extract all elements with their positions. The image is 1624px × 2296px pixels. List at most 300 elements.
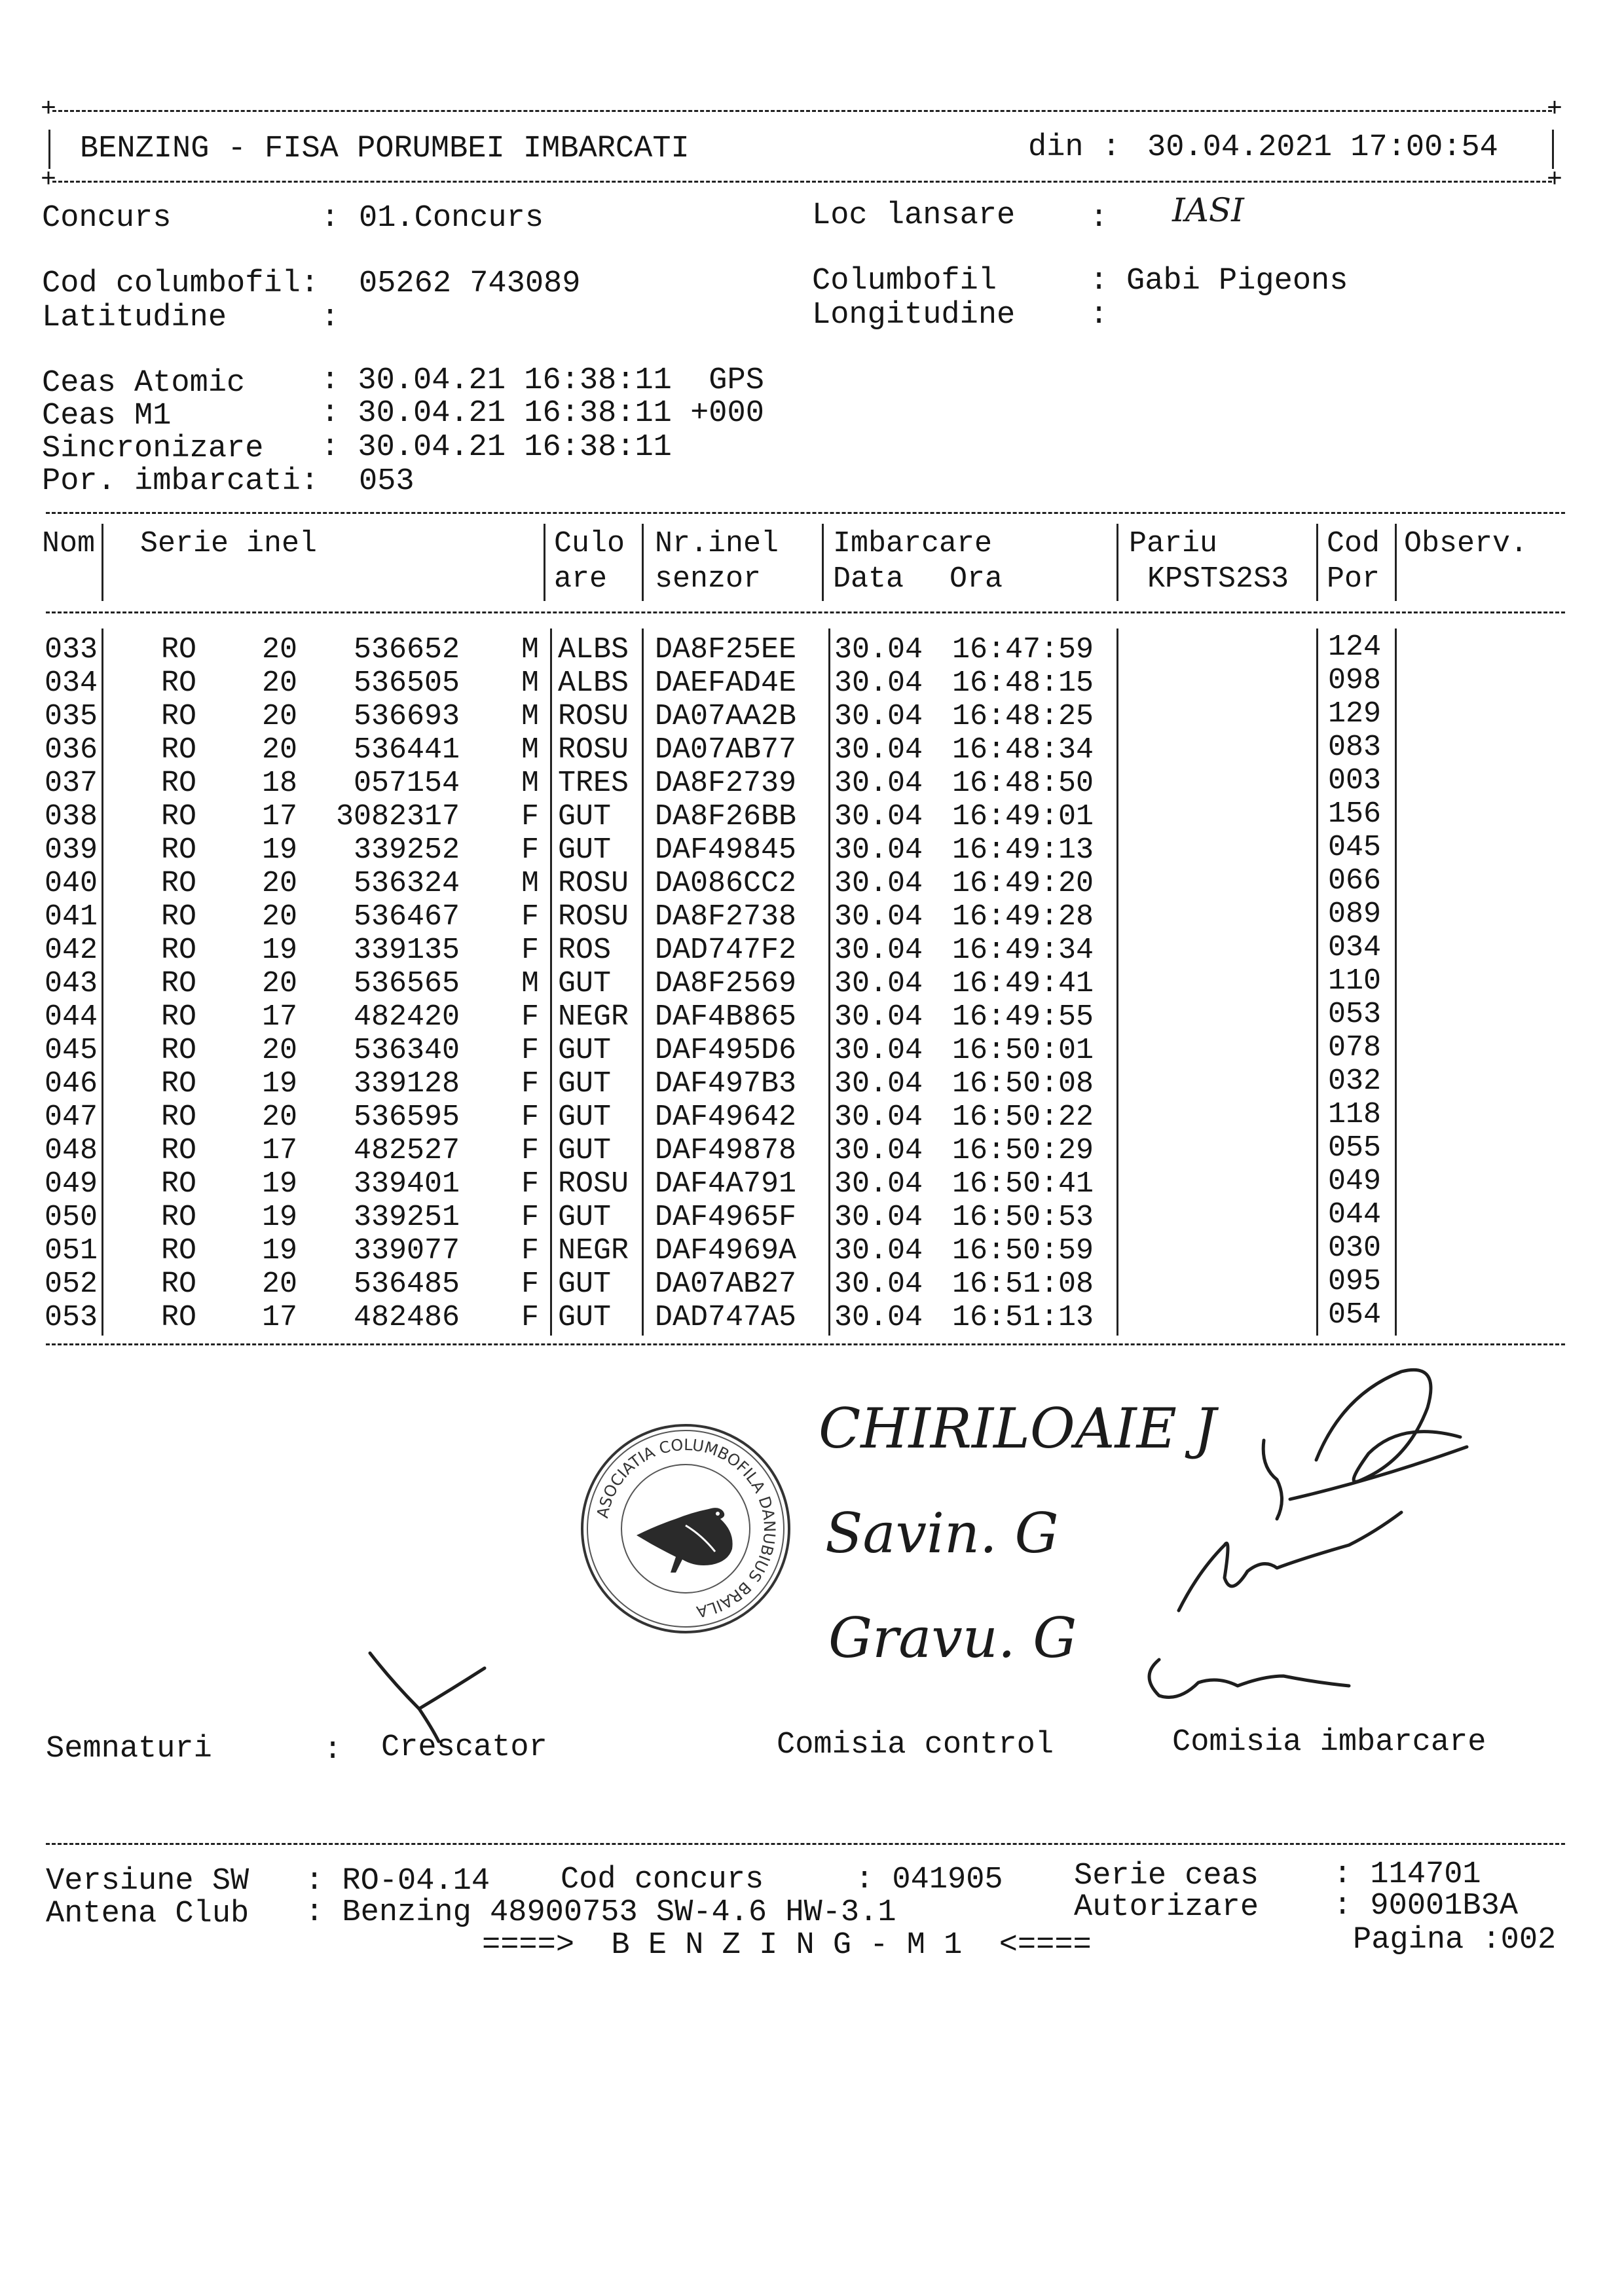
cell-data: 30.04 [834,867,923,900]
autorizare-label: Autorizare [1074,1890,1259,1925]
cell-ora: 16:50:01 [952,1034,1094,1067]
por-imbarcati-label: Por. imbarcati: [42,464,320,499]
cell-sex: F [521,1234,540,1267]
cell-data: 30.04 [834,1201,923,1234]
cell-ora: 16:49:55 [952,1000,1094,1034]
table-row [0,864,1624,902]
footer-rule [46,1843,1565,1845]
club-stamp [578,1421,794,1637]
cell-data: 30.04 [834,967,923,1000]
cell-data: 30.04 [834,633,923,666]
sincronizare-label: Sincronizare [42,431,264,466]
cell-cod: 032 [1328,1065,1382,1098]
cell-an: 20 [262,666,298,700]
cell-ora: 16:50:41 [952,1167,1094,1201]
cell-tara: RO [161,1134,197,1167]
col-sep [1316,524,1318,601]
cod-columbofil-label: Cod columbofil: [42,266,320,301]
table-bottom-rule [46,1343,1565,1345]
cell-nom: 045 [45,1034,98,1067]
cell-cod: 129 [1328,697,1382,731]
cell-sex: M [521,767,540,800]
cell-data: 30.04 [834,1101,923,1134]
cell-senzor: DAEFAD4E [655,666,797,700]
cell-ora: 16:51:08 [952,1267,1094,1301]
cell-ora: 16:48:15 [952,666,1094,700]
cell-sex: F [521,1134,540,1167]
cell-nom: 038 [45,800,98,833]
table-top-rule [46,512,1565,514]
versiune-sw-label: Versiune SW [46,1864,249,1899]
cell-an: 17 [262,1301,298,1334]
cell-sex: F [521,1301,540,1334]
col-sep [1395,524,1397,601]
header-culoare-2: are [554,562,608,596]
header-right-bar [1552,130,1554,169]
table-row [0,764,1624,801]
comisia-imbarcare-label: Comisia imbarcare [1172,1725,1486,1760]
cell-nr: 339128 [353,1067,460,1101]
cell-culoare: ROSU [558,867,629,900]
table-row [0,1065,1624,1102]
cell-nr: 536467 [353,900,460,934]
stamp-icon [578,1421,794,1637]
cell-culoare: GUT [558,1201,612,1234]
cell-ora: 16:49:34 [952,934,1094,967]
cell-sex: F [521,1167,540,1201]
cell-nom: 051 [45,1234,98,1267]
ceas-m1-label: Ceas M1 [42,399,172,433]
cell-senzor: DAF4B865 [655,1000,797,1034]
cell-senzor: DA07AB77 [655,733,797,767]
cell-tara: RO [161,666,197,700]
ceas-m1-value: : 30.04.21 16:38:11 +000 [321,396,764,431]
table-row [0,898,1624,935]
header-data: Data [833,562,904,596]
cell-sex: M [521,733,540,767]
cell-cod: 118 [1328,1098,1382,1131]
corner-mark: + [1547,95,1563,124]
benzing-banner: ====> B E N Z I N G - M 1 <==== [482,1928,1092,1963]
cell-senzor: DAF495D6 [655,1034,797,1067]
cell-sex: F [521,1034,540,1067]
commission-signature-stroke [1149,1660,1349,1698]
cell-cod: 049 [1328,1165,1382,1198]
cell-ora: 16:49:01 [952,800,1094,833]
cell-nom: 052 [45,1267,98,1301]
cell-nom: 046 [45,1067,98,1101]
cell-an: 20 [262,700,298,733]
cell-nr: 339077 [353,1234,460,1267]
cell-ora: 16:50:22 [952,1101,1094,1134]
semnaturi-label: Semnaturi [46,1732,212,1766]
longitudine-label: Longitudine [812,298,1016,333]
header-culoare-1: Culo [554,527,625,560]
header-kpsts2s3: KPSTS2S3 [1147,562,1289,596]
cell-sex: F [521,1000,540,1034]
cell-culoare: ROSU [558,900,629,934]
cell-an: 19 [262,1234,298,1267]
cell-data: 30.04 [834,1267,923,1301]
cell-nom: 036 [45,733,98,767]
cell-data: 30.04 [834,934,923,967]
cell-culoare: ROSU [558,700,629,733]
cell-nr: 536505 [353,666,460,700]
latitudine-label: Latitudine [42,301,227,335]
cell-sex: F [521,1201,540,1234]
cell-cod: 053 [1328,998,1382,1031]
cell-sex: M [521,700,540,733]
commission-signature-stroke [1179,1512,1401,1611]
cell-nom: 042 [45,934,98,967]
cell-nr: 536595 [353,1101,460,1134]
cell-tara: RO [161,1234,197,1267]
cell-culoare: GUT [558,1034,612,1067]
cell-nom: 043 [45,967,98,1000]
cell-cod: 034 [1328,931,1382,964]
cell-tara: RO [161,800,197,833]
cell-nr: 536693 [353,700,460,733]
cell-nr: 339135 [353,934,460,967]
cell-an: 20 [262,1267,298,1301]
handwritten-name-1: CHIRILOAIE J [819,1396,1217,1461]
concurs-value: 01.Concurs [359,201,544,236]
loc-lansare-sep: : [1090,201,1109,236]
cell-data: 30.04 [834,1000,923,1034]
concurs-sep: : [321,201,340,236]
cell-culoare: NEGR [558,1000,629,1034]
table-row [0,831,1624,868]
cell-an: 19 [262,1067,298,1101]
cell-an: 20 [262,733,298,767]
cell-an: 19 [262,833,298,867]
cell-nr: 339251 [353,1201,460,1234]
cell-sex: M [521,633,540,666]
header-nr-inel-2: senzor [655,562,762,596]
cell-nr: 339401 [353,1167,460,1201]
columbofil-sep: : [1090,264,1109,299]
cell-senzor: DA086CC2 [655,867,797,900]
cell-cod: 044 [1328,1198,1382,1231]
cell-culoare: GUT [558,1134,612,1167]
header-serie-inel: Serie inel [140,527,318,560]
ceas-atomic-label: Ceas Atomic [42,366,246,401]
cell-cod: 055 [1328,1131,1382,1165]
cell-senzor: DA8F25EE [655,633,797,666]
cell-nom: 035 [45,700,98,733]
header-top-rule [52,110,1552,112]
por-imbarcati-value: 053 [359,464,415,499]
corner-mark: + [1547,166,1563,195]
table-row [0,630,1624,668]
header-nr-inel-1: Nr.inel [655,527,779,560]
cell-culoare: GUT [558,1101,612,1134]
cell-ora: 16:49:41 [952,967,1094,1000]
cell-culoare: ALBS [558,633,629,666]
cell-nr: 3082317 [335,800,460,833]
header-left-bar [48,130,50,169]
cell-nom: 037 [45,767,98,800]
cell-cod: 083 [1328,731,1382,764]
cell-an: 20 [262,967,298,1000]
col-sep [544,524,545,601]
cell-ora: 16:48:34 [952,733,1094,767]
cell-senzor: DA8F2738 [655,900,797,934]
page-title: BENZING - FISA PORUMBEI IMBARCATI [80,132,690,166]
cell-data: 30.04 [834,1234,923,1267]
cell-data: 30.04 [834,733,923,767]
cell-nr: 339252 [353,833,460,867]
cell-tara: RO [161,767,197,800]
cell-an: 17 [262,1000,298,1034]
commission-signature-stroke [1290,1447,1467,1499]
cell-nr: 536652 [353,633,460,666]
cell-nr: 536441 [353,733,460,767]
cell-senzor: DAF4969A [655,1234,797,1267]
table-row [0,797,1624,835]
breeder-signature-stroke [419,1668,485,1709]
cell-nom: 040 [45,867,98,900]
cell-ora: 16:49:28 [952,900,1094,934]
cell-data: 30.04 [834,1067,923,1101]
concurs-label: Concurs [42,201,172,236]
cell-an: 20 [262,867,298,900]
cell-culoare: ROSU [558,1167,629,1201]
cell-tara: RO [161,967,197,1000]
header-ora: Ora [950,562,1003,596]
cell-sex: F [521,900,540,934]
cell-tara: RO [161,1101,197,1134]
header-bottom-rule [52,181,1552,183]
cell-cod: 098 [1328,664,1382,697]
cell-nr: 057154 [353,767,460,800]
cell-data: 30.04 [834,666,923,700]
cod-concurs-label: Cod concurs [561,1863,764,1897]
cell-data: 30.04 [834,1301,923,1334]
cell-sex: M [521,967,540,1000]
date-value: 30.04.2021 17:00:54 [1147,130,1498,165]
table-row [0,697,1624,735]
cell-tara: RO [161,700,197,733]
cell-senzor: DA07AA2B [655,700,797,733]
cell-nom: 049 [45,1167,98,1201]
antena-club-label: Antena Club [46,1897,249,1931]
cell-sex: F [521,800,540,833]
cell-tara: RO [161,733,197,767]
col-sep [822,524,824,601]
cell-nr: 536340 [353,1034,460,1067]
cell-ora: 16:49:20 [952,867,1094,900]
cell-an: 17 [262,800,298,833]
cell-data: 30.04 [834,1034,923,1067]
cell-cod: 054 [1328,1298,1382,1332]
cell-senzor: DA07AB27 [655,1267,797,1301]
cell-ora: 16:49:13 [952,833,1094,867]
cell-an: 20 [262,633,298,666]
cell-tara: RO [161,633,197,666]
cell-senzor: DAF49642 [655,1101,797,1134]
autorizare-value: : 90001B3A [1333,1889,1519,1923]
serie-ceas-value: : 114701 [1333,1857,1481,1892]
cell-cod: 095 [1328,1265,1382,1298]
col-sep [1116,524,1118,601]
page-number: Pagina :002 [1353,1923,1557,1958]
cell-nom: 041 [45,900,98,934]
cell-culoare: GUT [558,1267,612,1301]
cell-ora: 16:48:50 [952,767,1094,800]
table-row [0,664,1624,701]
cell-cod: 110 [1328,964,1382,998]
cell-nr: 536324 [353,867,460,900]
cell-ora: 16:47:59 [952,633,1094,666]
cell-cod: 045 [1328,831,1382,864]
breeder-signature-stroke [370,1653,439,1741]
table-row [0,1165,1624,1202]
cell-ora: 16:50:08 [952,1067,1094,1101]
table-row [0,1131,1624,1169]
cell-senzor: DA8F2569 [655,967,797,1000]
table-row [0,998,1624,1035]
cell-nom: 053 [45,1301,98,1334]
cell-culoare: TRES [558,767,629,800]
table-row [0,1198,1624,1235]
cod-columbofil-value: 05262 743089 [359,266,581,301]
cell-sex: M [521,867,540,900]
cell-ora: 16:51:13 [952,1301,1094,1334]
cell-nr: 482420 [353,1000,460,1034]
cell-data: 30.04 [834,700,923,733]
cell-nr: 482486 [353,1301,460,1334]
cell-senzor: DAF4965F [655,1201,797,1234]
cell-nom: 050 [45,1201,98,1234]
cell-culoare: GUT [558,800,612,833]
cell-senzor: DA8F26BB [655,800,797,833]
table-row [0,1231,1624,1269]
loc-lansare-value: IASI [1172,191,1244,229]
cell-nom: 048 [45,1134,98,1167]
longitudine-sep: : [1090,298,1109,333]
cell-cod: 030 [1328,1231,1382,1265]
cell-culoare: ROS [558,934,612,967]
cell-tara: RO [161,1267,197,1301]
cell-nr: 536485 [353,1267,460,1301]
cell-tara: RO [161,833,197,867]
cell-culoare: NEGR [558,1234,629,1267]
serie-ceas-label: Serie ceas [1074,1859,1259,1893]
columbofil-label: Columbofil [812,264,997,299]
cell-data: 30.04 [834,1134,923,1167]
ceas-atomic-value: : 30.04.21 16:38:11 GPS [321,363,764,398]
cell-nom: 044 [45,1000,98,1034]
cell-an: 20 [262,900,298,934]
cell-tara: RO [161,1034,197,1067]
cell-tara: RO [161,934,197,967]
header-observ: Observ. [1404,527,1528,560]
svg-text:ASOCIATIA COLUMBOFILA DANUBIUS: ASOCIATIA COLUMBOFILA DANUBIUS BRAILA [593,1435,779,1621]
cell-cod: 089 [1328,898,1382,931]
header-por: Por [1327,562,1380,596]
cell-an: 20 [262,1101,298,1134]
cell-an: 18 [262,767,298,800]
cell-an: 17 [262,1134,298,1167]
cell-tara: RO [161,1201,197,1234]
cell-tara: RO [161,1067,197,1101]
cell-culoare: ALBS [558,666,629,700]
cell-culoare: GUT [558,833,612,867]
cell-an: 20 [262,1034,298,1067]
cell-nom: 039 [45,833,98,867]
table-row [0,731,1624,768]
sincronizare-value: : 30.04.21 16:38:11 [321,430,672,465]
cell-an: 19 [262,1201,298,1234]
cell-senzor: DA8F2739 [655,767,797,800]
table-row [0,964,1624,1002]
cell-tara: RO [161,1000,197,1034]
cell-nr: 536565 [353,967,460,1000]
versiune-sw-value: : RO-04.14 [305,1864,490,1899]
table-row [0,1265,1624,1302]
corner-mark: + [41,95,57,124]
cell-senzor: DAD747A5 [655,1301,797,1334]
cell-nr: 482527 [353,1134,460,1167]
comisia-control-label: Comisia control [777,1728,1054,1762]
cell-data: 30.04 [834,833,923,867]
cell-culoare: ROSU [558,733,629,767]
cell-tara: RO [161,867,197,900]
cell-senzor: DAF4A791 [655,1167,797,1201]
table-row [0,931,1624,968]
header-nom: Nom [42,527,96,560]
cell-culoare: GUT [558,1301,612,1334]
crescator-label: Crescator [381,1730,547,1765]
cell-ora: 16:50:59 [952,1234,1094,1267]
cell-culoare: GUT [558,967,612,1000]
columbofil-value: Gabi Pigeons [1126,264,1348,299]
cell-data: 30.04 [834,800,923,833]
col-sep [101,524,103,601]
cell-data: 30.04 [834,1167,923,1201]
cell-senzor: DAF49845 [655,833,797,867]
cell-senzor: DAF497B3 [655,1067,797,1101]
cell-tara: RO [161,1301,197,1334]
commission-signature-stroke [1263,1440,1282,1519]
header-imbarcare: Imbarcare [833,527,993,560]
cell-cod: 003 [1328,764,1382,797]
cell-nom: 034 [45,666,98,700]
cell-cod: 066 [1328,864,1382,898]
cell-nom: 033 [45,633,98,666]
cell-ora: 16:50:53 [952,1201,1094,1234]
cell-ora: 16:50:29 [952,1134,1094,1167]
cell-an: 19 [262,934,298,967]
cell-sex: F [521,1101,540,1134]
handwritten-name-2: Savin. G [825,1501,1059,1565]
cell-senzor: DAF49878 [655,1134,797,1167]
col-sep [642,524,644,601]
cell-senzor: DAD747F2 [655,934,797,967]
header-pariu: Pariu [1129,527,1218,560]
antena-club-value: : Benzing 48900753 SW-4.6 HW-3.1 [305,1895,896,1930]
cell-tara: RO [161,900,197,934]
semnaturi-sep: : [323,1733,342,1768]
table-row [0,1031,1624,1068]
cell-ora: 16:48:25 [952,700,1094,733]
latitudine-sep: : [321,301,340,335]
cell-culoare: GUT [558,1067,612,1101]
handwritten-name-3: Gravu. G [828,1606,1077,1670]
cod-concurs-value: : 041905 [855,1863,1003,1897]
cell-an: 19 [262,1167,298,1201]
